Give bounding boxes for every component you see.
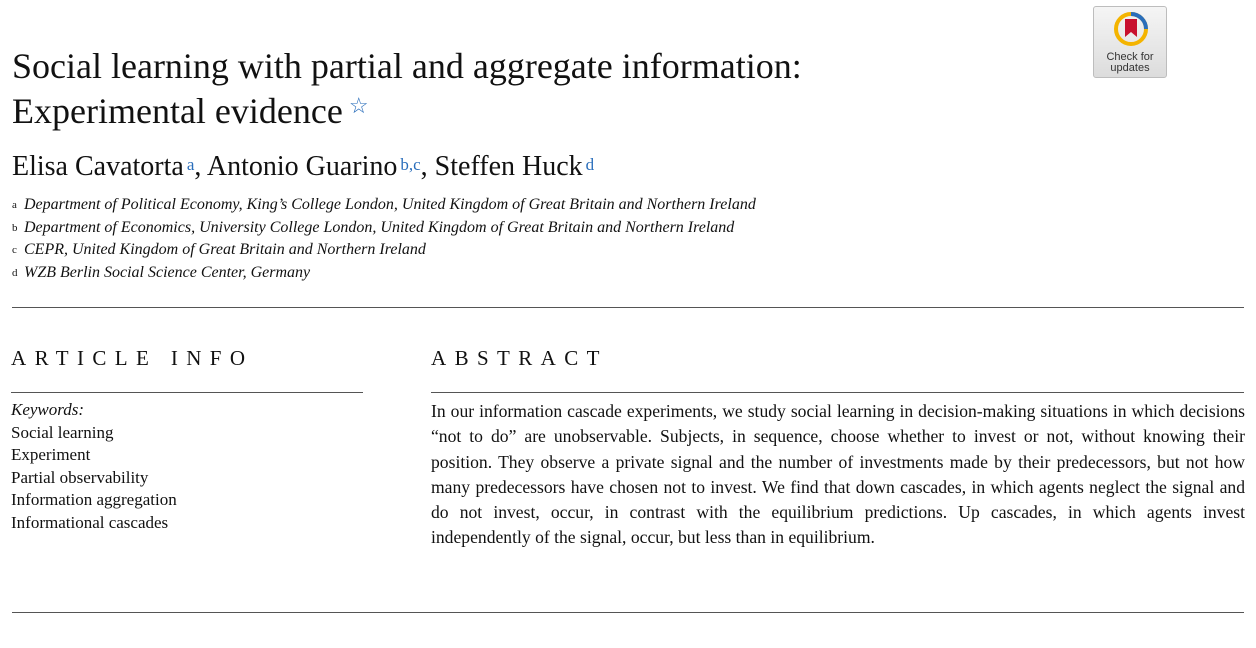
keywords-section xyxy=(11,399,177,535)
keyword-item: Experiment xyxy=(11,445,91,465)
affiliation-text: CEPR, United Kingdom of Great Britain and Northern Ireland xyxy=(24,241,426,258)
title-footnote-star-icon[interactable]: ☆ xyxy=(348,93,369,118)
keyword-item: Information aggregation xyxy=(11,490,177,510)
author-name: Steffen Huck xyxy=(434,151,583,182)
author-separator: , xyxy=(194,151,207,182)
author-separator: , xyxy=(420,151,435,182)
affiliation-text: WZB Berlin Social Science Center, Germany xyxy=(24,263,311,281)
keywords-label: Keywords: xyxy=(11,400,85,419)
title-line1: Social learning with partial and aggregate information: xyxy=(12,46,802,86)
badge-line2: updates xyxy=(1110,62,1150,74)
check-for-updates-icon xyxy=(1113,11,1149,49)
affiliation-mark: b xyxy=(12,221,18,234)
article-info-divider xyxy=(11,392,363,393)
affiliation-item xyxy=(12,262,756,285)
keyword-item: Partial observability xyxy=(11,467,149,487)
badge-line1: Check for xyxy=(1106,51,1154,63)
affiliation-item xyxy=(12,194,756,217)
affiliation-mark: d xyxy=(12,266,18,279)
author-affil-link[interactable]: a xyxy=(186,155,195,174)
badge-text xyxy=(1094,52,1166,74)
abstract-divider xyxy=(431,392,1244,393)
affiliation-item xyxy=(12,217,756,240)
author-affil-link[interactable]: b,c xyxy=(400,155,421,174)
affiliation-item xyxy=(12,239,756,262)
author-list xyxy=(12,150,594,184)
affiliation-mark: c xyxy=(12,244,17,256)
abstract-heading: ABSTRACT xyxy=(431,346,608,370)
affiliation-list xyxy=(12,194,756,284)
abstract-text: In our information cascade experiments, we study social learning in decision-making situations in which decisions “not to do” are unobservable. Subjects, in sequence, choose whether to invest or not, without knowing their position. They observe a private signal and the number of investments made by their predecessors, but not how many predecessors have chosen not to invest. We find that down cascades, in which agents neglect the signal and do not invest, occur, in contrast with the equilibrium predictions. Up cascades, in which agents invest independently of the signal, occur, but less than in equilibrium. xyxy=(431,401,1245,548)
affiliation-text: Department of Political Economy, King’s College London, United Kingdom of Great Britain and Northern Ireland xyxy=(24,196,756,213)
affiliation-mark: a xyxy=(12,199,17,211)
title-line2: Experimental evidence xyxy=(12,91,343,131)
affiliation-text: Department of Economics, University College London, United Kingdom of Great Britain and Northern Ireland xyxy=(24,218,735,236)
article-title xyxy=(12,44,1012,134)
check-for-updates-badge[interactable] xyxy=(1093,6,1167,78)
author-name: Antonio Guarino xyxy=(206,151,398,182)
header-divider xyxy=(12,307,1244,308)
author-name: Elisa Cavatorta xyxy=(12,151,184,182)
article-info-heading: ARTICLE INFO xyxy=(11,346,254,370)
footer-divider xyxy=(12,612,1244,613)
keyword-item: Social learning xyxy=(11,422,114,442)
keyword-item: Informational cascades xyxy=(11,512,169,532)
author-affil-link[interactable]: d xyxy=(585,155,595,174)
